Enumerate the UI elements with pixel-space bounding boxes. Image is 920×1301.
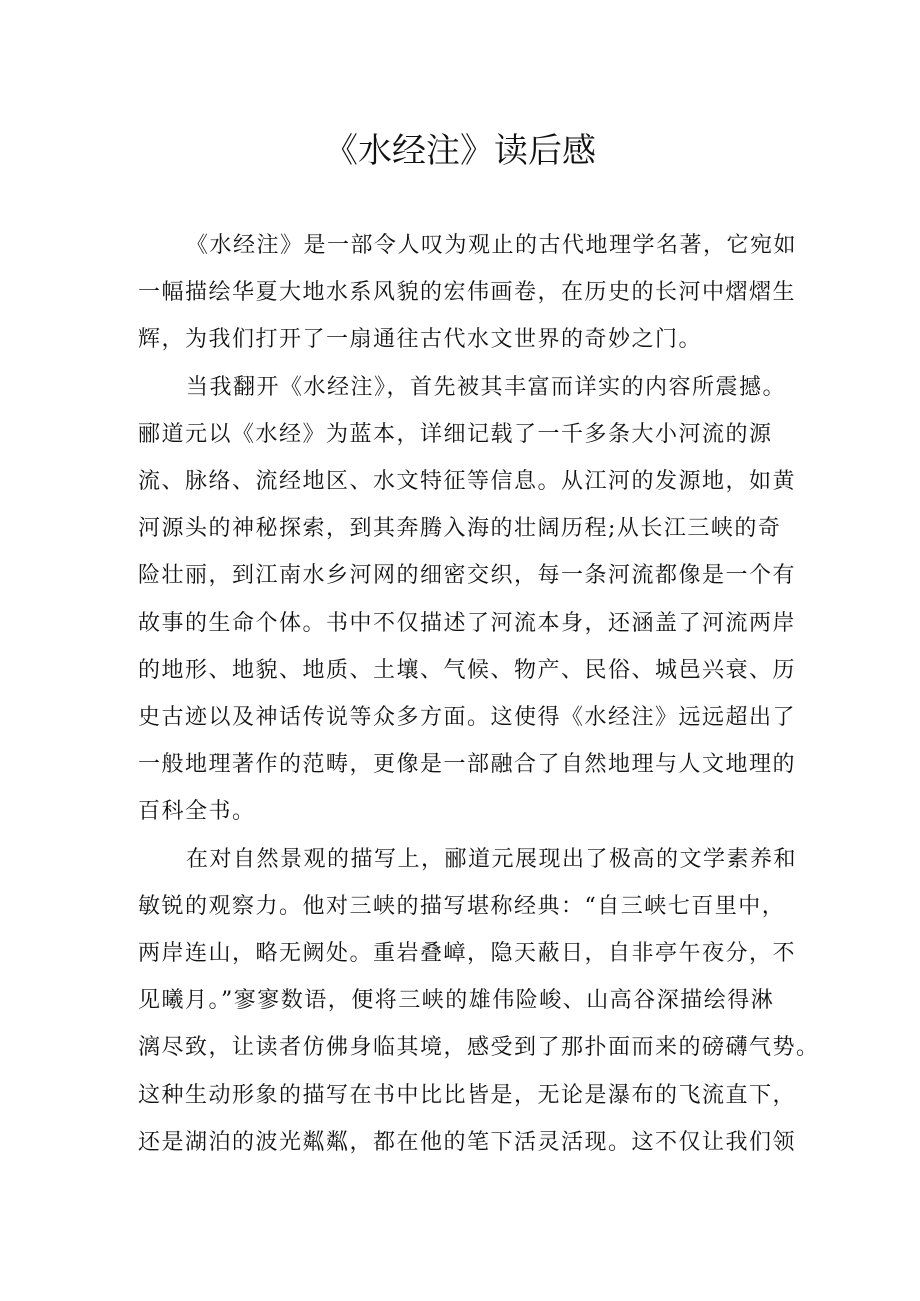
paragraph-line bbox=[138, 647, 798, 694]
paragraph-line bbox=[138, 316, 798, 363]
paragraph-line bbox=[138, 741, 798, 788]
line-text: 险壮丽，到江南水乡河网的细密交织，每一条河流都像是一个有 bbox=[138, 563, 797, 589]
paragraph-3 bbox=[138, 836, 820, 1166]
document-title: 《水经注》读后感 bbox=[324, 131, 596, 171]
line-text: 当我翻开《水经注》，首先被其丰富而详实的内容所震撼。 bbox=[186, 374, 787, 400]
line-text: 郦道元以《水经》为蓝本，详细记载了一千多条大小河流的源 bbox=[138, 421, 773, 447]
paragraph-line bbox=[138, 364, 798, 411]
paragraph-line bbox=[138, 977, 798, 1024]
line-text: 史古迹以及神话传说等众多方面。这使得《水经注》远远超出了 bbox=[138, 705, 797, 731]
line-text: 百科全书。 bbox=[138, 799, 256, 825]
paragraph-line bbox=[138, 836, 798, 883]
line-text: 河源头的神秘探索，到其奔腾入海的壮阔历程;从长江三峡的奇 bbox=[138, 516, 782, 542]
paragraph-line bbox=[138, 411, 798, 458]
line-text: 一般地理著作的范畴，更像是一部融合了自然地理与人文地理的 bbox=[138, 752, 797, 778]
paragraph-line bbox=[138, 552, 798, 599]
line-text: 流、脉络、流经地区、水文特征等信息。从江河的发源地，如黄 bbox=[138, 469, 797, 495]
paragraph-line bbox=[138, 222, 798, 269]
paragraph-line bbox=[138, 930, 798, 977]
line-text: 故事的生命个体。书中不仅描述了河流本身，还涵盖了河流两岸 bbox=[138, 610, 797, 636]
paragraph-line bbox=[138, 788, 798, 835]
line-text: 这种生动形象的描写在书中比比皆是，无论是瀑布的飞流直下， bbox=[138, 1082, 797, 1108]
line-text: 的地形、地貌、地质、土壤、气候、物产、民俗、城邑兴衰、历 bbox=[138, 657, 797, 683]
line-text: 《水经注》是一部令人叹为观止的古代地理学名著，它宛如 bbox=[186, 233, 798, 258]
paragraph-line bbox=[138, 600, 798, 647]
paragraph-line bbox=[138, 505, 798, 552]
paragraph-line bbox=[138, 269, 798, 316]
paragraph-2 bbox=[138, 364, 798, 836]
line-text: 敏锐的观察力。他对三峡的描写堪称经典：“自三峡七百里中， bbox=[138, 893, 786, 919]
line-text: 两岸连山，略无阙处。重岩叠嶂，隐天蔽日，自非亭午夜分，不 bbox=[138, 941, 797, 967]
line-text: 还是湖泊的波光粼粼，都在他的笔下活灵活现。这不仅让我们领 bbox=[138, 1129, 797, 1155]
line-text: 漓尽致，让读者仿佛身临其境，感受到了那扑面而来的磅礴气势。 bbox=[138, 1035, 820, 1061]
line-text: 在对自然景观的描写上，郦道元展现出了极高的文学素养和 bbox=[186, 846, 798, 872]
document-body bbox=[138, 222, 820, 1166]
line-text: 见曦月。”寥寥数语，便将三峡的雄伟险峻、山高谷深描绘得淋 bbox=[138, 988, 775, 1014]
paragraph-line bbox=[138, 1119, 798, 1166]
paragraph-line bbox=[138, 694, 798, 741]
paragraph-line bbox=[138, 458, 798, 505]
paragraph-1 bbox=[138, 222, 798, 364]
paragraph-line bbox=[138, 883, 798, 930]
paragraph-line bbox=[138, 1024, 820, 1071]
paragraph-line bbox=[138, 1072, 798, 1119]
line-text: 辉，为我们打开了一扇通往古代水文世界的奇妙之门。 bbox=[138, 327, 703, 353]
line-text: 一幅描绘华夏大地水系风貌的宏伟画卷，在历史的长河中熠熠生 bbox=[138, 280, 797, 306]
